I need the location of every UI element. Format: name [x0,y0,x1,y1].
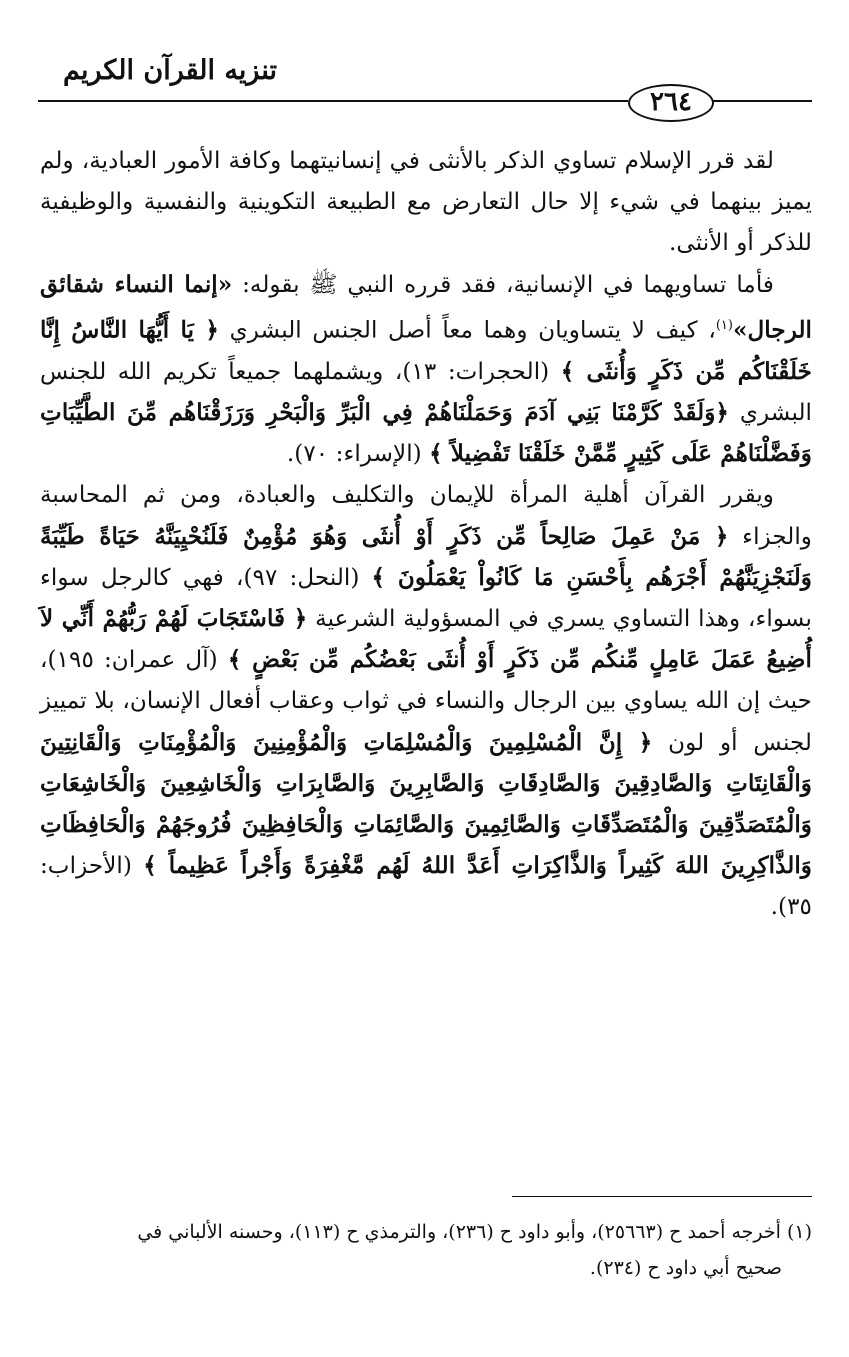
page-number-badge: ٢٦٤ [628,84,714,122]
main-text [40,140,812,928]
footnote-1-line-1: (١) أخرجه أحمد ح (٢٥٦٦٣)، وأبو داود ح (٢٣٦)، والترمذي ح (١١٣)، وحسنه الألباني في [137,1221,812,1243]
paragraph-2-text-d: (الإسراء: ٧٠). [286,440,430,468]
paragraph-3-text-c: (آل عمران: ١٩٥)، حيث إن الله يساوي بين الرجال والنساء في ثواب وعقاب أفعال الإنسان، بلا تمييز لجنس أو لون [40,646,812,756]
running-header-title: تنزيه القرآن الكريم [63,55,277,86]
paragraph-3 [40,474,812,927]
quran-verse-al-imran: ﴿ فَاسْتَجَابَ لَهُمْ رَبُّهُمْ أَنِّي لاَ أُضِيعُ عَمَلَ عَامِلٍ مِّنكُم مِّن ذَكَرٍ أَوْ أُنثَى بَعْضُكُم مِّن بَعْضٍ ﴾ [40,604,813,674]
paragraph-3-text-b: (النحل: ٩٧)، فهي كالرجل سواء بسواء، وهذا التساوي يسري في المسؤولية الشرعية [40,563,812,632]
paragraph-3-text-a: ويقرر القرآن أهلية المرأة للإيمان والتكليف والعبادة، ومن ثم المحاسبة والجزاء [40,481,812,550]
paragraph-2-text-b: ، كيف لا يتساويان وهما معاً أصل الجنس البشري [218,316,716,344]
hadith-quote: «إنما النساء شقائق الرجال» [40,270,812,344]
quran-verse-ahzab: ﴿ إِنَّ الْمُسْلِمِينَ وَالْمُسْلِمَاتِ وَالْمُؤْمِنِينَ وَالْمُؤْمِنَاتِ وَالْقَانِتِينَ وَالْقَانِتَاتِ وَالصَّادِقِينَ وَالصَّادِقَاتِ وَالصَّابِرِينَ وَالصَّابِرَاتِ وَالْخَاشِعِينَ وَالْخَاشِعَاتِ وَالْمُتَصَدِّقِينَ وَالْمُتَصَدِّقَاتِ وَالصَّائِمِينَ وَالصَّائِمَاتِ وَالْحَافِظِينَ فُرُوجَهُمْ وَالْحَافِظَاتِ وَالذَّاكِرِينَ اللهَ كَثِيراً وَالذَّاكِرَاتِ أَعَدَّ اللهُ لَهُم مَّغْفِرَةً وَأَجْراً عَظِيماً ﴾ [40,728,812,880]
footnote-reference: (١) [715,317,733,333]
paragraph-3-text-d: (الأحزاب: ٣٥). [40,852,812,921]
paragraph-2-text-a: فأما تساويهما في الإنسانية، فقد قرره النبي ﷺ بقوله: [232,270,774,298]
header-rule-right [712,100,812,102]
quran-verse-isra: ﴿وَلَقَدْ كَرَّمْنَا بَنِي آدَمَ وَحَمَلْنَاهُمْ فِي الْبَرِّ وَالْبَحْرِ وَرَزَقْنَاهُم مِّنَ الطَّيِّبَاتِ وَفَضَّلْنَاهُمْ عَلَى كَثِيرٍ مِّمَّنْ خَلَقْنَا تَفْضِيلاً ﴾ [40,398,812,468]
footnotes [40,1214,812,1286]
quran-verse-hujurat: ﴿ يَا أَيُّهَا النَّاسُ إِنَّا خَلَقْنَاكُم مِّن ذَكَرٍ وَأُنثَى ﴾ [40,316,813,385]
quran-verse-nahl: ﴿ مَنْ عَمِلَ صَالِحاً مِّن ذَكَرٍ أَوْ أُنثَى وَهُوَ مُؤْمِنٌ فَلَنُحْيِيَنَّهُ حَيَاةً طَيِّبَةً وَلَنَجْزِيَنَّهُمْ أَجْرَهُم بِأَحْسَنِ مَا كَانُواْ يَعْمَلُونَ ﴾ [40,522,812,591]
paragraph-2-text-c: (الحجرات: ١٣)، ويشملهما جميعاً تكريم الله للجنس البشري [40,357,812,426]
footnote-1-line-2: صحيح أبي داود ح (٢٣٤). [589,1257,782,1279]
footnote-separator [512,1196,812,1197]
header-rule-left [38,100,628,102]
paragraph-1: لقد قرر الإسلام تساوي الذكر بالأنثى في إنسانيتهما وكافة الأمور العبادية، ولم يميز بينهما في شيء إلا حال التعارض مع الطبيعة التكوينية والنفسية والوظيفية للذكر أو الأنثى. [40,147,812,257]
paragraph-2 [40,264,812,475]
